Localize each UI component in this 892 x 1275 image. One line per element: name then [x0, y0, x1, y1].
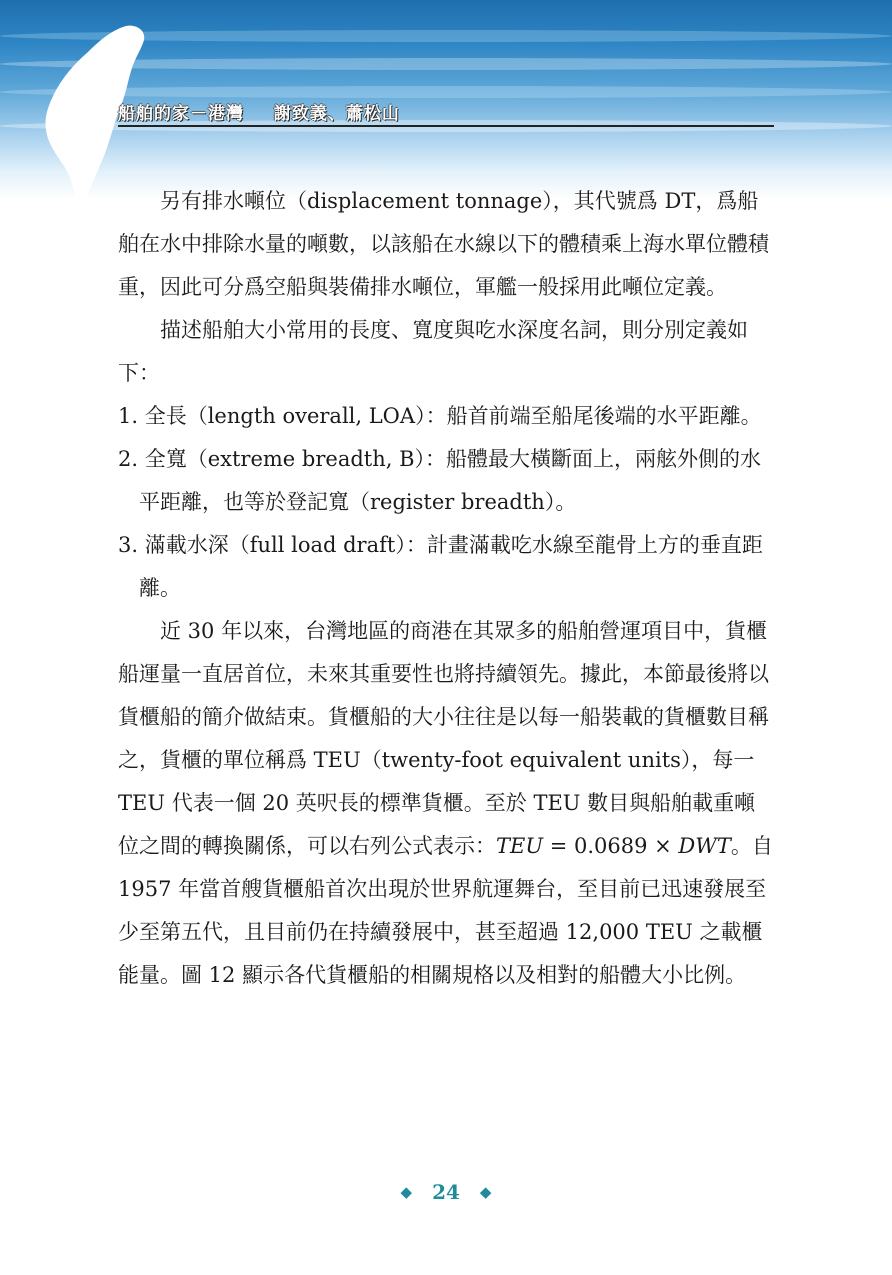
container-text-before: 近 30 年以來，台灣地區的商港在其眾多的船舶營運項目中，貨櫃船運量一直居首位，未來其重要性也將持續領先。據此，本節最後將以貨櫃船的簡介做結束。貨櫃船的大小往往是以每一船裝載的貨櫃數目稱之，貨櫃的單位稱爲 TEU（twenty-foot equivalent units），每一 TEU 代表一個 20 英呎長的標準貨櫃。至於 TEU 數目與船舶載重噸位之間的轉換關係，可以右列公式表示：: [118, 619, 769, 858]
paragraph-container-ships: [118, 610, 774, 997]
formula-teu: TEU: [496, 834, 544, 858]
page-body: [118, 180, 774, 997]
diamond-icon: ◆: [400, 1183, 413, 1201]
page-number: 24: [432, 1180, 460, 1204]
list-item-full-load-draft: 3. 滿載水深（full load draft）：計畫滿載吃水線至龍骨上方的垂直距離。: [118, 533, 763, 600]
list-item-extreme-breadth: 2. 全寬（extreme breadth, B）：船體最大橫斷面上，兩舷外側的水平距離，也等於登記寬（register breadth）。: [118, 447, 762, 514]
running-title: 船舶的家－港灣: [118, 104, 244, 124]
diamond-icon: ◆: [479, 1183, 492, 1201]
running-head: [118, 99, 400, 124]
header-rule: [118, 125, 774, 127]
running-authors: 謝致義、蕭松山: [273, 104, 400, 124]
page-footer: [0, 1180, 892, 1204]
formula-equals: = 0.0689 ×: [543, 834, 679, 858]
paragraph-dimensions-intro: 描述船舶大小常用的長度、寬度與吃水深度名詞，則分別定義如下：: [118, 318, 748, 385]
list-item-length-overall: 1. 全長（length overall, LOA）：船首前端至船尾後端的水平距離。: [118, 404, 762, 428]
container-text-after: 。自 1957 年當首艘貨櫃船首次出現於世界航運舞台，至目前已迅速發展至少至第五代，且目前仍在持續發展中，甚至超過 12,000 TEU 之載櫃能量。圖 12 顯示各代貨櫃船的相關規格以及相對的船體大小比例。: [118, 834, 773, 987]
paragraph-displacement: 另有排水噸位（displacement tonnage），其代號爲 DT，爲船舶在水中排除水量的噸數，以該船在水線以下的體積乘上海水單位體積重，因此可分爲空船與裝備排水噸位，軍艦一般採用此噸位定義。: [118, 189, 769, 299]
formula-dwt: DWT: [678, 834, 731, 858]
